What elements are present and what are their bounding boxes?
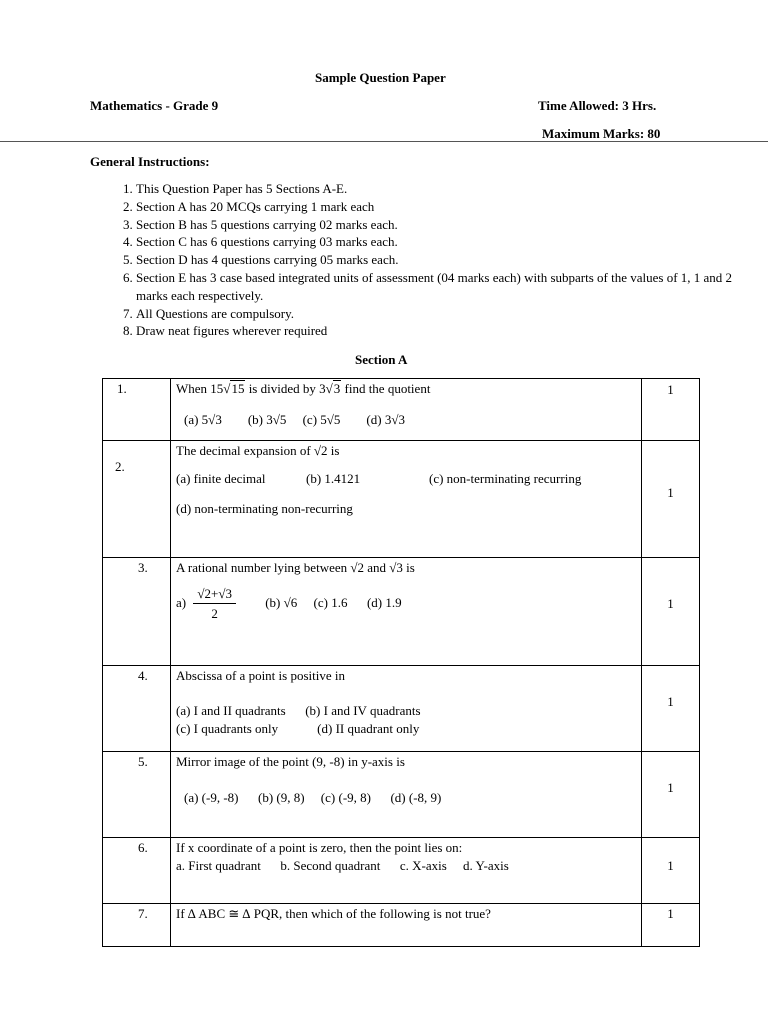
instruction-item: 8. Draw neat figures wherever required	[136, 322, 736, 340]
mark-cell	[642, 752, 700, 838]
table-row	[103, 379, 700, 441]
question-cell	[171, 838, 642, 904]
table-row	[103, 666, 700, 752]
mark-cell	[642, 558, 700, 666]
options-line-2: (c) I quadrants only (d) II quadrant only	[176, 721, 420, 736]
question-number: 3.	[138, 560, 148, 575]
mark-cell	[642, 904, 700, 947]
question-text: If x coordinate of a point is zero, then the point lies on:	[176, 840, 463, 855]
sqrt-expression: √15	[223, 381, 245, 396]
instructions-heading: General Instructions:	[90, 154, 210, 169]
instruction-item: 2. Section A has 20 MCQs carrying 1 mark each	[136, 198, 736, 216]
question-number-cell	[103, 752, 171, 838]
instruction-item: 7. All Questions are compulsory.	[136, 305, 736, 323]
option-d: (d) non-terminating non-recurring	[176, 501, 353, 516]
table-row	[103, 752, 700, 838]
options-line-1: (a) I and II quadrants (b) I and IV quadrants	[176, 703, 421, 718]
question-number: 2.	[115, 459, 125, 474]
instruction-item: 1. This Question Paper has 5 Sections A-E.	[136, 180, 736, 198]
option-c: (c) non-terminating recurring	[429, 471, 582, 486]
question-mark: 1	[667, 485, 674, 500]
question-number: 5.	[138, 754, 148, 769]
section-title: Section A	[355, 352, 408, 367]
question-text: Mirror image of the point (9, -8) in y-axis is	[176, 754, 405, 769]
header-divider	[0, 141, 768, 142]
question-options: (a) (-9, -8) (b) (9, 8) (c) (-9, 8) (d) (-8, 9)	[184, 790, 442, 805]
question-options: a) $\frac{√2+√3}{2}$ (b) √6 (c) 1.6 (d) 1.9	[176, 586, 402, 621]
question-mark: 1	[667, 906, 674, 921]
sqrt-expression: √3	[325, 381, 341, 396]
question-cell	[171, 666, 642, 752]
question-cell	[171, 752, 642, 838]
question-text: A rational number lying between √2 and √3 is	[176, 560, 415, 575]
subject-grade: Mathematics - Grade 9	[90, 98, 219, 113]
question-mark: 1	[667, 858, 674, 873]
question-options: a. First quadrant b. Second quadrant c. X-axis d. Y-axis	[176, 858, 509, 873]
paper-title: Sample Question Paper	[315, 70, 446, 85]
instruction-item: 3. Section B has 5 questions carrying 02 marks each.	[136, 216, 736, 234]
question-number-cell	[103, 904, 171, 947]
question-text: The decimal expansion of √2 is	[176, 443, 340, 458]
question-number-cell	[103, 379, 171, 441]
instructions-list	[90, 180, 736, 340]
fraction: $\frac{√2+√3}{2}$	[193, 586, 236, 622]
option-a: (a) finite decimal	[176, 471, 266, 486]
question-text: Abscissa of a point is positive in	[176, 668, 345, 683]
question-number: 7.	[138, 906, 148, 921]
table-row	[103, 558, 700, 666]
question-text: When 15√15 is divided by 3√3 find the quotient	[176, 381, 431, 396]
question-number-cell	[103, 441, 171, 558]
option-b: (b) 1.4121	[306, 471, 361, 486]
instruction-item: 4. Section C has 6 questions carrying 03 marks each.	[136, 233, 736, 251]
mark-cell	[642, 838, 700, 904]
table-row	[103, 441, 700, 558]
question-cell	[171, 904, 642, 947]
instruction-item: 6. Section E has 3 case based integrated units of assessment (04 marks each) with subparts of the values of 1, 1 and 2 marks each respectively.	[136, 269, 736, 305]
questions-table	[102, 378, 700, 947]
question-number-cell	[103, 838, 171, 904]
mark-cell	[642, 379, 700, 441]
table-row	[103, 904, 700, 947]
mark-cell	[642, 666, 700, 752]
maximum-marks: Maximum Marks: 80	[542, 126, 661, 141]
question-number-cell	[103, 558, 171, 666]
question-mark: 1	[667, 382, 674, 397]
question-cell	[171, 558, 642, 666]
instruction-item: 5. Section D has 4 questions carrying 05 marks each.	[136, 251, 736, 269]
question-number: 4.	[138, 668, 148, 683]
question-mark: 1	[667, 596, 674, 611]
question-mark: 1	[667, 694, 674, 709]
question-text: If ∆ ABC ≅ ∆ PQR, then which of the following is not true?	[176, 906, 491, 921]
question-number: 1.	[117, 381, 127, 396]
table-row	[103, 838, 700, 904]
question-options: (a) 5√3 (b) 3√5 (c) 5√5 (d) 3√3	[184, 412, 405, 427]
question-number-cell	[103, 666, 171, 752]
mark-cell	[642, 441, 700, 558]
question-cell	[171, 379, 642, 441]
question-mark: 1	[667, 780, 674, 795]
question-number: 6.	[138, 840, 148, 855]
time-allowed: Time Allowed: 3 Hrs.	[538, 98, 657, 113]
question-cell	[171, 441, 642, 558]
